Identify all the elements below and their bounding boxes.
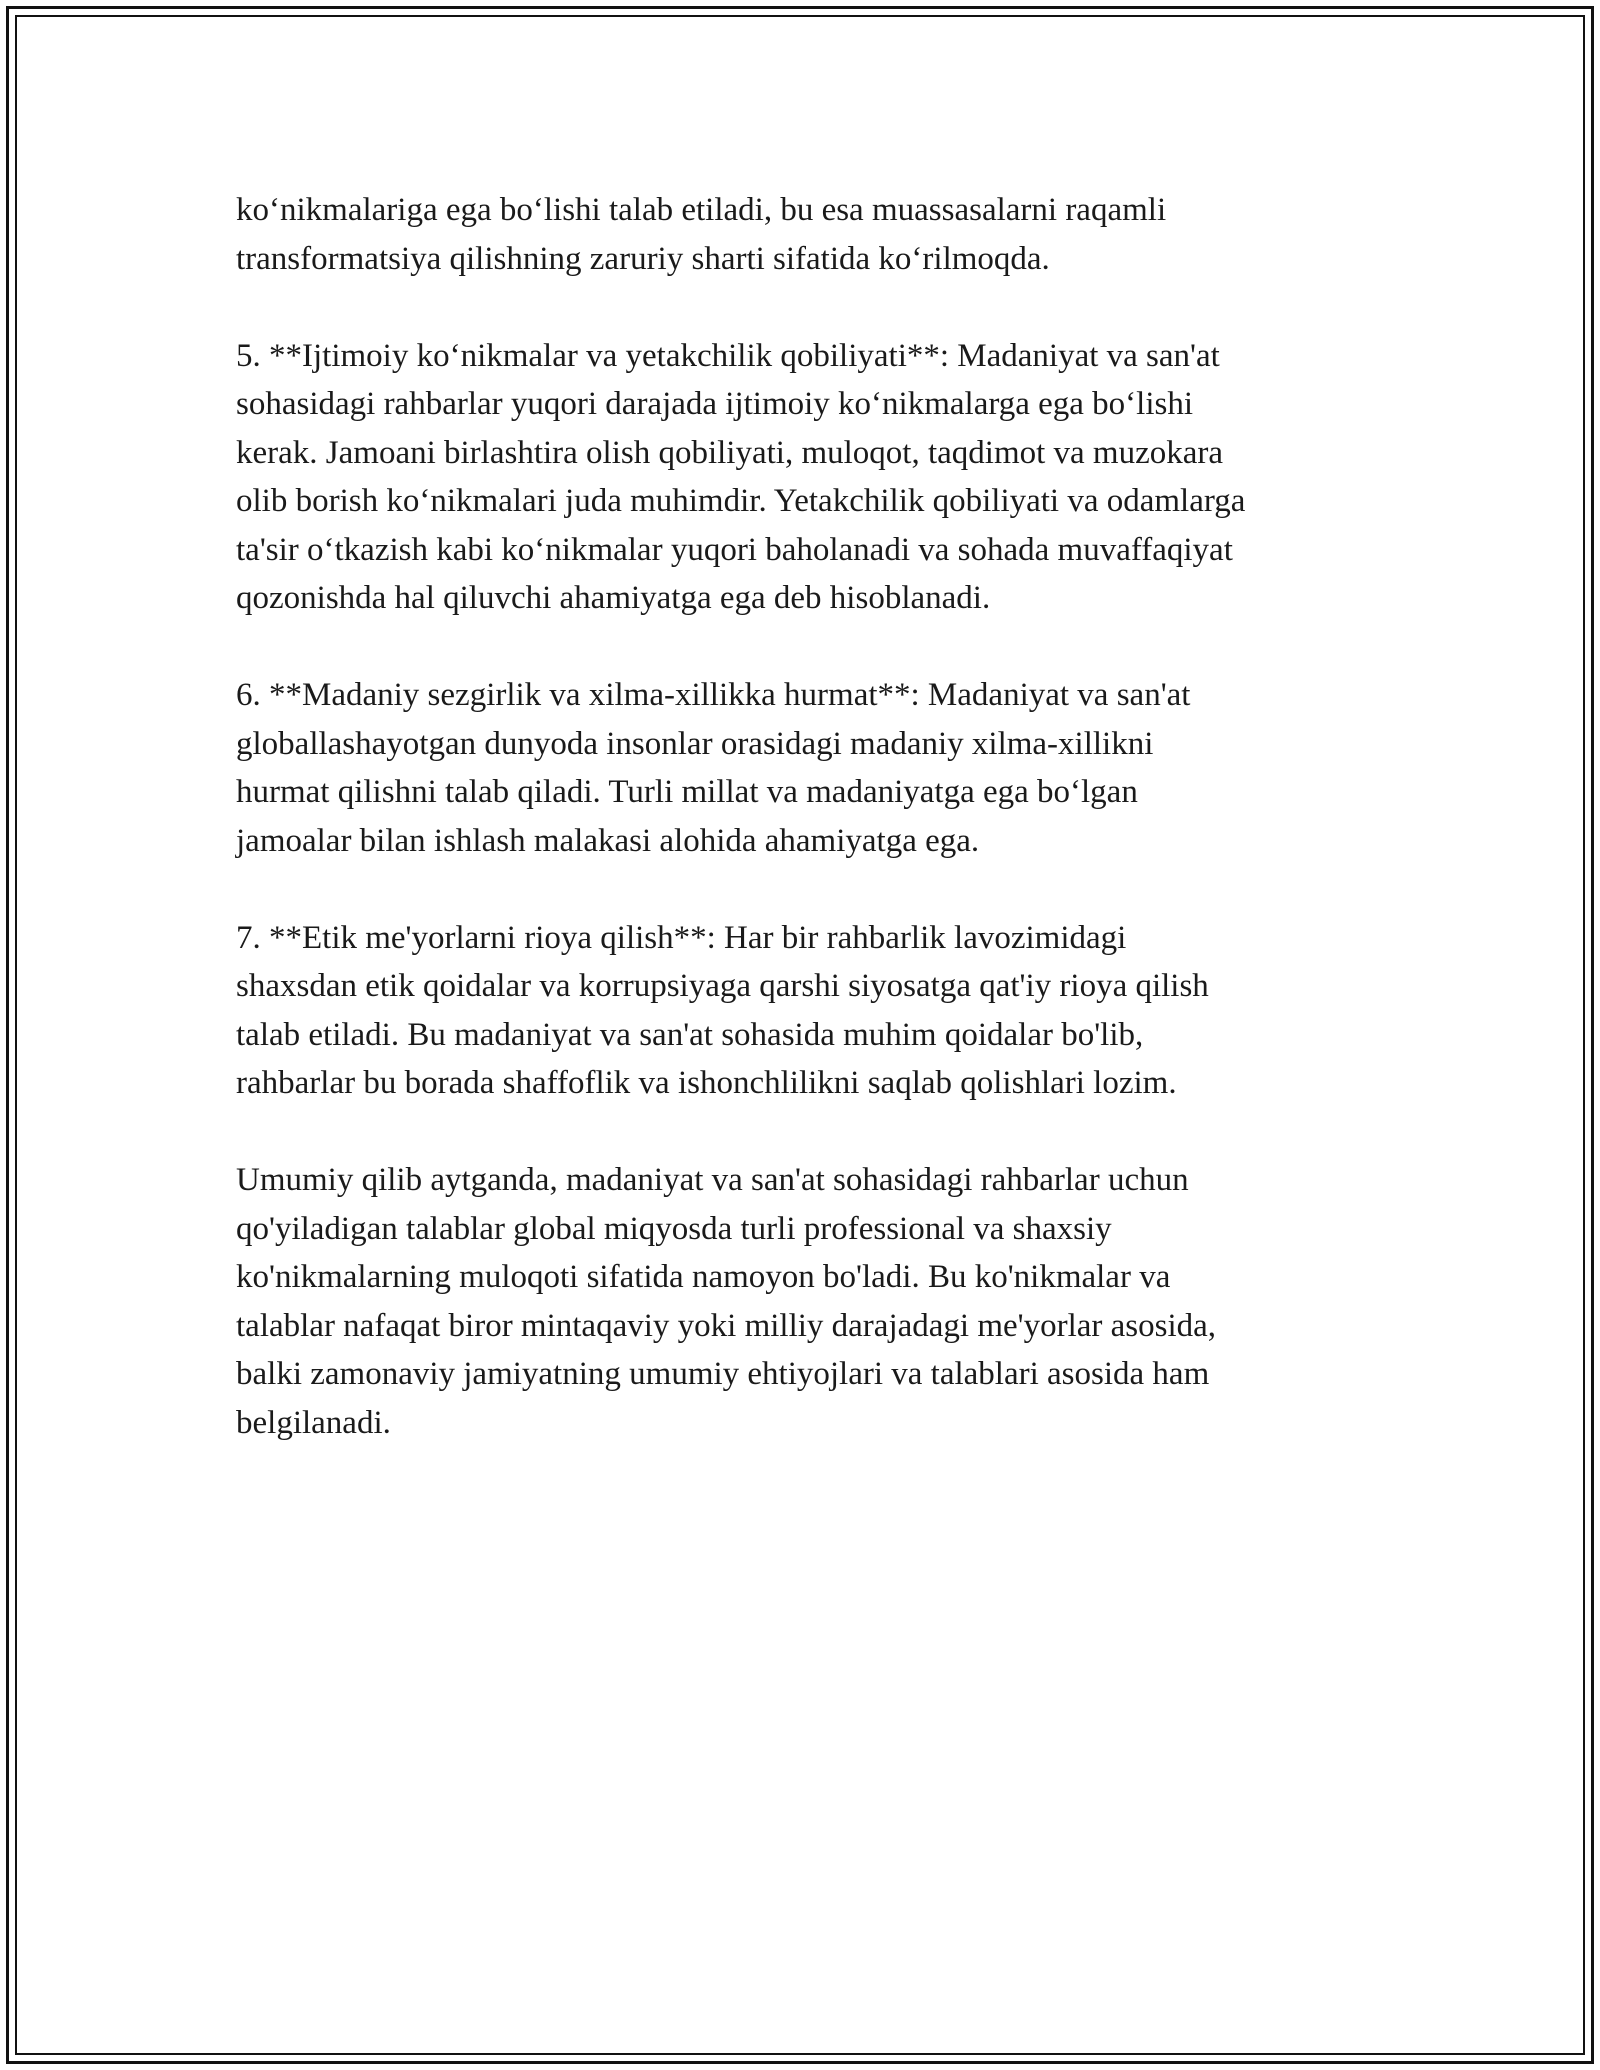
text-line: 5. **Ijtimoiy ko‘nikmalar va yetakchilik qobiliyati**: Madaniyat va san'at — [236, 337, 1220, 374]
paragraph-item-7 — [236, 914, 1396, 1108]
text-line: olib borish ko‘nikmalari juda muhimdir. Yetakchilik qobiliyati va odamlarga — [236, 483, 1246, 519]
text-line: transformatsiya qilishning zaruriy sharti sifatida ko‘rilmoqda. — [236, 240, 1050, 277]
text-line: shaxsdan etik qoidalar va korrupsiyaga qarshi siyosatga qat'iy rioya qilish — [236, 968, 1209, 1004]
text-line: rahbarlar bu borada shaffoflik va ishonchlilikni saqlab qolishlari lozim. — [236, 1065, 1177, 1101]
paragraph-continuation — [236, 186, 1396, 283]
text-line: kerak. Jamoani birlashtira olish qobiliyati, muloqot, taqdimot va muzokara — [236, 434, 1224, 471]
text-line: 7. **Etik me'yorlarni rioya qilish**: Har bir rahbarlik lavozimidagi — [236, 919, 1127, 956]
text-line: ta'sir o‘tkazish kabi ko‘nikmalar yuqori baholanadi va sohada muvaffaqiyat — [236, 531, 1233, 568]
text-line: jamoalar bilan ishlash malakasi alohida ahamiyatga ega. — [236, 822, 980, 859]
text-line: sohasidagi rahbarlar yuqori darajada ijtimoiy ko‘nikmalarga ega bo‘lishi — [236, 386, 1194, 422]
text-line: globallashayotgan dunyoda insonlar orasidagi madaniy xilma-xillikni — [236, 725, 1154, 762]
text-line: ko‘nikmalariga ega bo‘lishi talab etiladi, bu esa muassasalarni raqamli — [236, 192, 1167, 228]
text-line: qozonishda hal qiluvchi ahamiyatga ega deb hisoblanadi. — [236, 580, 991, 616]
text-line: Umumiy qilib aytganda, madaniyat va san'at sohasidagi rahbarlar uchun — [236, 1162, 1189, 1198]
paragraph-item-6 — [236, 671, 1396, 865]
text-line: talablar nafaqat biror mintaqaviy yoki milliy darajadagi me'yorlar asosida, — [236, 1307, 1217, 1344]
document-body — [236, 186, 1396, 1496]
text-line: 6. **Madaniy sezgirlik va xilma-xillikka hurmat**: Madaniyat va san'at — [236, 677, 1191, 713]
text-line: balki zamonaviy jamiyatning umumiy ehtiyojlari va talablari asosida ham — [236, 1356, 1210, 1392]
text-line: belgilanadi. — [236, 1404, 391, 1441]
text-line: ko'nikmalarning muloqoti sifatida namoyon bo'ladi. Bu ko'nikmalar va — [236, 1259, 1171, 1295]
text-line: hurmat qilishni talab qiladi. Turli millat va madaniyatga ega bo‘lgan — [236, 774, 1138, 810]
text-line: talab etiladi. Bu madaniyat va san'at sohasida muhim qoidalar bo'lib, — [236, 1016, 1144, 1053]
text-line: qo'yiladigan talablar global miqyosda turli professional va shaxsiy — [236, 1210, 1112, 1247]
paragraph-conclusion — [236, 1156, 1396, 1447]
paragraph-item-5 — [236, 332, 1396, 623]
